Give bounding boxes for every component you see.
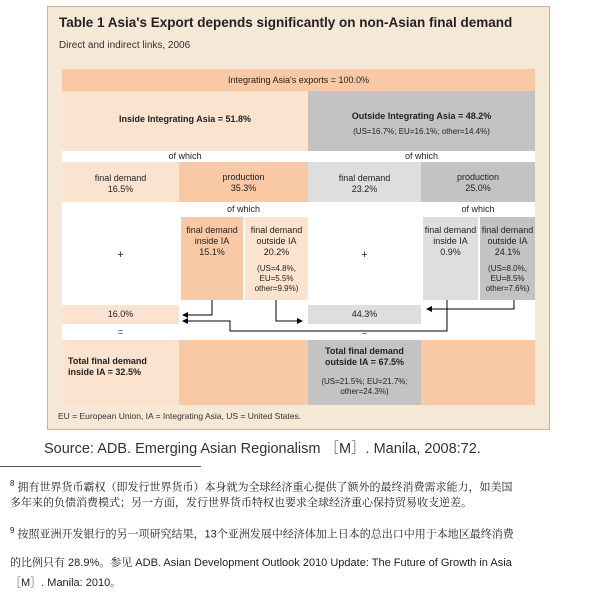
source-citation: Source: ADB. Emerging Asian Regionalism ［M］. Manila, 2008:72.: [44, 441, 481, 457]
arrow-lines: [183, 300, 514, 331]
footnote-8-text1: 拥有世界货币霸权（即发行世界货币）本身就为全球经济重心提供了额外的最终消费需求能力，如美国: [17, 481, 513, 494]
right-fd-outside-box: final demand outside IA 24.1% (US=8.0%, EU=8.5% other=7.6%): [480, 217, 535, 300]
footnote-9-line3: ［M］. Manila: 2010。: [10, 577, 122, 589]
footnote-8-line1: [10, 476, 513, 496]
right-sub-of-which: of which: [421, 202, 535, 215]
footnote-9-number: 9: [10, 526, 15, 535]
left-sum-box: 16.0%: [62, 305, 179, 324]
flow-arrows: [62, 69, 535, 405]
figure-title: Table 1 Asia's Export depends significantly on non-Asian final demand: [59, 15, 513, 30]
inside-ia-box: Inside Integrating Asia = 51.8%: [62, 91, 308, 151]
left-fd-inside-box: final demand inside IA 15.1%: [181, 217, 243, 300]
left-final-demand-box: final demand 16.5%: [62, 162, 179, 202]
footnote-9-text1: 按照亚洲开发银行的另一项研究结果，13个亚洲发展中经济体加上日本的总出口中用于本地区最终消费: [17, 528, 514, 541]
flow-diagram: [62, 69, 535, 405]
left-production-box: production 35.3%: [179, 162, 308, 202]
footnote-9-line2: 的比例只有 28.9%。参见 ADB. Asian Development Outlook 2010 Update: The Future of Growth in Asia: [10, 557, 512, 569]
footnote-8-number: 8: [10, 479, 15, 488]
outside-ia-title: Outside Integrating Asia = 48.2%: [351, 111, 492, 121]
total-exports-box: Integrating Asia's exports = 100.0%: [62, 69, 535, 91]
right-final-demand-box: final demand 23.2%: [308, 162, 421, 202]
left-of-which: of which: [62, 151, 308, 162]
footnote-9-line1: [10, 523, 514, 543]
footnote-8-line2: 多年来的负债消费模式；另一方面，发行世界货币特权也要求全球经济重心保持贸易收支逆差。: [10, 497, 472, 509]
left-sub-of-which: of which: [179, 202, 308, 215]
left-plus: +: [62, 202, 179, 302]
right-total-box: Total final demand outside IA = 67.5% (US=21.5%; EU=21.7%; other=24.3%): [308, 340, 421, 405]
outside-ia-detail: (US=16.7%; EU=16.1%; other=14.4%): [353, 127, 490, 136]
figure-footnote: EU = European Union, IA = Integrating Asia, US = United States.: [58, 411, 302, 421]
left-total-box: Total final demand inside IA = 32.5%: [62, 340, 179, 405]
right-equals: =: [308, 324, 421, 340]
right-fd-inside-box: final demand inside IA 0.9%: [423, 217, 478, 300]
figure-subtitle: Direct and indirect links, 2006: [59, 40, 191, 51]
figure-panel: [47, 6, 550, 430]
right-plus: +: [308, 202, 421, 302]
right-production-box: production 25.0%: [421, 162, 535, 202]
left-equals: =: [62, 324, 179, 340]
right-sum-box: 44.3%: [308, 305, 421, 324]
footnote-rule: [0, 466, 201, 467]
right-of-which: of which: [308, 151, 535, 162]
left-fd-outside-box: final demand outside IA 20.2% (US=4.8%, EU=5.5% other=9.9%): [245, 217, 308, 300]
